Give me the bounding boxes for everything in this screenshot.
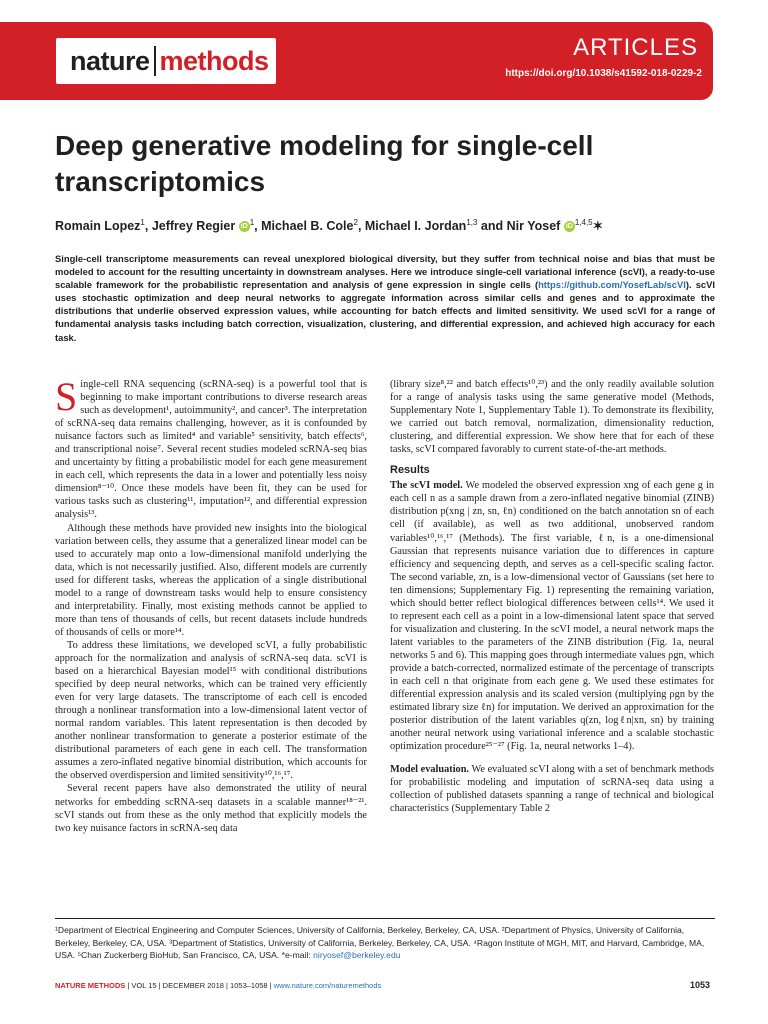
body-paragraph: (library size⁸,²² and batch effects¹⁰,²³) and the only readily available solution for a range of analysis tasks using the same generative model (Methods, Supplementary Note 1, Supplementary Table 1). To demonstrate its flexibility, we carried out batch removal, normalization, dimensionality reduction, clustering, and differential expression. We show here that for each of these tasks, scVI compared favorably to current state-of-the-art methods. <box>390 379 714 456</box>
abstract <box>55 252 715 344</box>
body-paragraph <box>390 763 714 815</box>
body-paragraph: Although these methods have provided new insights into the biological variation between cells, they assume that a generalized linear model can be used to accurately map onto a low-dimensional manifold underlying the data, which is not necessarily justified. Also, different models are currently used for different tasks, whereas the application of a single distributional model to a range of downstream tasks would help to ensure consistency and interpretability. Finally, most existing methods cannot be applied to more than tens of thousands of cells, but recent datasets include hundreds of thousands of cells or more¹⁴. <box>55 522 367 638</box>
author-list: Romain Lopez$^1$, Jeffrey Regier iD $^1$, Michael B. Cole$^2$, Michael I. Jordan$^{1,3}$ and Nir Yosef iD $^{1,4,5}$✶ <box>55 218 604 234</box>
footnote-divider <box>55 918 715 919</box>
body-paragraph: Several recent papers have also demonstrated the utility of neural networks for embedding scRNA-seq datasets in a scalable manner¹⁸⁻²¹. scVI stands out from these as the only method that explicitly models the two key nuisance factors in scRNA-seq data <box>55 783 367 834</box>
github-link[interactable]: https://github.com/YosefLab/scVI <box>538 279 686 291</box>
logo-nature-text: nature <box>70 45 150 76</box>
affiliation-marker: 1,4,5 <box>574 218 593 227</box>
affiliation-marker: 1 <box>249 218 255 227</box>
orcid-icon[interactable]: iD <box>240 223 248 231</box>
footer-issue: | VOL 15 | DECEMBER 2018 | 1053–1058 | <box>125 981 274 990</box>
email-link[interactable]: niryosef@berkeley.edu <box>313 950 401 960</box>
footer-journal-name: NATURE METHODS <box>55 981 126 990</box>
doi-link[interactable]: https://doi.org/10.1038/s41592-018-0229-2 <box>505 68 702 79</box>
logo-divider <box>154 46 156 76</box>
body-column-right <box>390 378 714 816</box>
footer-url-link[interactable]: www.nature.com/naturemethods <box>273 981 382 990</box>
author-name[interactable]: Michael I. Jordan <box>364 219 467 234</box>
abstract-text: Single-cell transcriptome measurements can reveal unexplored biological diversity, but they suffer from technical noise and bias that must be modeled to account for the resulting uncertainty in downstream analyses. Here we introduce single-cell variational inference (scVI), a ready-to-use scalable framework for the probabilistic representation and analysis of gene expression in single cells ( <box>55 253 715 291</box>
orcid-icon[interactable]: iD <box>565 223 573 231</box>
affiliations-footnote <box>55 924 715 962</box>
paper-title: Deep generative modeling for single-cell transcriptomics <box>55 130 594 197</box>
body-paragraph: To address these limitations, we developed scVI, a fully probabilistic approach for the normalization and analysis of scRNA-seq data. scVI is based on a hierarchical Bayesian model¹⁵ with conditional distributions specified by deep neural networks, which can be trained very efficiently even for very large datasets. The transcriptome of each cell is encoded through a nonlinear transformation into a low-dimensional latent vector of normal random variables. This latent representation is then decoded by another nonlinear transformation to generate a posterior estimate of the distributional parameters of each gene in each cell. The transformation assumes a zero-inflated negative binomial distribution, which accounts for the observed overdispersion and limited sensitivity¹⁰,¹⁶,¹⁷. <box>55 639 367 782</box>
subsection-heading: The scVI model. <box>390 480 463 492</box>
affiliation-marker: 2 <box>353 218 358 227</box>
abstract-text: ). scVI uses stochastic optimization and deep neural networks to aggregate information across similar cells and genes and to approximate the distributions that underlie observed expression values, while accounting for batch effects and limited sensitivity. We used scVI for a range of fundamental analysis tasks including batch correction, visualization, clustering, and differential expression, and achieved high accuracy for each task. <box>55 279 715 343</box>
author-name[interactable]: Jeffrey Regier <box>151 219 236 234</box>
section-label: ARTICLES <box>573 34 698 61</box>
affiliation-marker: 1,3 <box>466 218 478 227</box>
results-heading: Results <box>390 464 430 477</box>
paragraph-text: ingle-cell RNA sequencing (scRNA-seq) is a powerful tool that is beginning to make important contributions to diverse research areas such as development¹, autoimmunity², and cancer³. The interpretation of scRNA-seq data remains challenging, however, as it is confounded by nuisance factors such as limited⁴ and variable⁵ sensitivity, batch effects⁶, and transcriptional noise⁷. Several recent studies modeled scRNA-seq bias and uncertainty by fitting a probabilistic model for each gene measurement in each cell, which represents the data in a lower and potentially less noisy dimension⁸⁻¹⁰. Once these models have been fit, they can be used for various tasks such as clustering¹¹, imputation¹², and differential expression analysis¹³. <box>55 379 367 521</box>
affiliations-text: ¹Department of Electrical Engineering and Computer Sciences, University of California, Berkeley, Berkeley, CA, USA. ²Department of Physics, University of California, Berkeley, Berkeley, CA, USA. ³Department of Statistics, University of California, Berkeley, Berkeley, CA, USA. ⁴Ragon Institute of MGH, MIT, and Harvard, Cambridge, MA, USA. ⁵Chan Zuckerberg BioHub, San Francisco, CA, USA. *e-mail: <box>55 925 705 960</box>
author-name[interactable]: Romain Lopez <box>55 219 141 234</box>
paragraph-text: We evaluated scVI along with a set of benchmark methods for probabilistic modeling and imputation of scRNA-seq data using a collection of published datasets spanning a range of technical and biological characteristics (Supplementary Table 2 <box>390 764 714 815</box>
body-paragraph <box>390 479 714 753</box>
body-paragraph <box>55 374 367 522</box>
drop-cap: S <box>55 374 78 419</box>
subsection-heading: Model evaluation. <box>390 764 470 776</box>
affiliation-marker: 1 <box>140 218 145 227</box>
page-number: 1053 <box>689 980 710 990</box>
paragraph-text: We modeled the observed expression xng of each gene g in each cell n as a sample drawn from a zero-inflated negative binomial (ZINB) distribution p(xng | zn, sn, ℓn) conditioned on the batch annotation sn of each cell (if available), as well as two additional, unobserved random variables¹⁰,¹⁶,¹⁷ (Methods). The first variable, ℓn, is a one-dimensional Gaussian that represents nuisance variation due to differences in capture efficiency and sequencing depth, and serves as a cell-specific scaling factor. The second variable, zn, is a low-dimensional vector of Gaussians (set here to ten dimensions; Supplementary Fig. 1) representing the remaining variation, which should better reflect biological differences between cells¹⁴. We used it to represent each cell as a point in a low-dimensional latent space that served for visualization and clustering. In the scVI model, a neural network maps the latent variables to the parameters of the ZINB distribution (Fig. 1a, neural networks 5 and 6). This mapping goes through intermediate values ρgn, which provide a batch-corrected, normalized estimate of the percentage of transcripts in each cell n that originate from each gene g. We used these estimates for differential expression analysis and its scaled version (multiplying ρgn by the estimated library size ℓn) for imputation. We derived an approximation for the posterior distribution of the latent variables q(zn, logℓn|xn, sn) by training another neural network using variational inference and a scalable stochastic optimization procedure²⁵⁻²⁷ (Fig. 1a, neural networks 1–4). <box>390 480 714 753</box>
author-name[interactable]: Michael B. Cole <box>261 219 354 234</box>
body-column-left <box>55 374 367 835</box>
corresponding-star: ✶ <box>592 219 604 234</box>
journal-logo[interactable] <box>56 38 276 84</box>
page-footer <box>55 981 381 990</box>
logo-methods-text: methods <box>159 45 269 76</box>
author-name[interactable]: Nir Yosef <box>506 219 561 234</box>
